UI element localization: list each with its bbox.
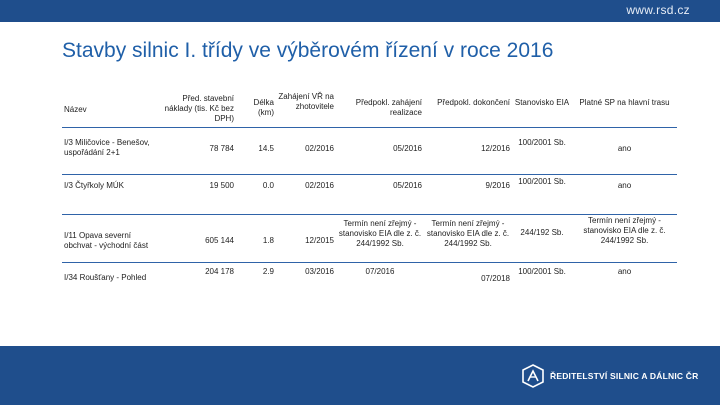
rsd-logo-icon	[520, 363, 546, 389]
cell-name: I/3 Miličovice - Benešov, uspořádání 2+1	[64, 138, 150, 157]
site-url: www.rsd.cz	[626, 3, 690, 17]
header-realization-start: Předpokl. zahájení realizace	[355, 98, 422, 117]
cell-permit: ano	[617, 267, 632, 276]
cell-tender-start: 02/2016	[305, 144, 334, 153]
header-name: Název	[64, 105, 87, 114]
cell-permit: ano	[617, 181, 632, 190]
cell-completion: 9/2016	[485, 181, 510, 190]
cell-length: 1.8	[262, 236, 274, 245]
top-bar	[0, 0, 720, 22]
cell-eia: 100/2001 Sb.	[518, 177, 566, 186]
header-tender-start: Zahájení VŘ na zhotovitele	[278, 92, 334, 111]
header-completion: Předpokl. dokončení	[437, 98, 510, 107]
cell-costs: 204 178	[205, 267, 234, 276]
cell-tender-start: 03/2016	[305, 267, 334, 276]
logo-text: ŘEDITELSTVÍ SILNIC A DÁLNIC ČR	[550, 371, 699, 381]
table-row	[62, 263, 677, 297]
cell-costs: 605 144	[205, 236, 234, 245]
cell-name: I/34 Roušťany - Pohled	[64, 273, 147, 282]
projects-table	[62, 86, 677, 297]
cell-eia: 244/192 Sb.	[520, 228, 564, 237]
cell-name: I/3 Čtyřkoly MÚK	[64, 181, 125, 190]
rsd-logo	[520, 363, 698, 389]
cell-completion: Termín není zřejmý - stanovisko EIA dle z. č. 244/1992 Sb.	[426, 219, 510, 248]
cell-permit: ano	[617, 144, 632, 153]
cell-costs: 78 784	[209, 144, 234, 153]
table-row	[62, 128, 677, 175]
table-row	[62, 175, 677, 215]
cell-length: 14.5	[258, 144, 274, 153]
cell-realization-start: 05/2016	[393, 144, 422, 153]
slide-title: Stavby silnic I. třídy ve výběrovém řízení v roce 2016	[62, 39, 554, 62]
cell-completion: 07/2018	[481, 274, 510, 283]
table-row	[62, 215, 677, 263]
header-costs: Před. stavební náklady (tis. Kč bez DPH)	[164, 94, 234, 123]
table-header-row	[62, 86, 677, 128]
header-eia: Stanovisko EIA	[514, 98, 570, 107]
cell-realization-start: 07/2016	[365, 267, 395, 276]
header-length: Délka (km)	[253, 98, 274, 117]
cell-tender-start: 12/2015	[305, 236, 334, 245]
cell-permit: Termín není zřejmý - stanovisko EIA dle z. č. 244/1992 Sb.	[583, 216, 666, 245]
cell-eia: 100/2001 Sb.	[518, 267, 566, 276]
cell-realization-start: 05/2016	[393, 181, 422, 190]
header-permit: Platné SP na hlavní trasu	[579, 98, 670, 107]
cell-length: 0.0	[262, 181, 274, 190]
cell-completion: 12/2016	[481, 144, 510, 153]
cell-length: 2.9	[262, 267, 274, 276]
cell-costs: 19 500	[209, 181, 234, 190]
cell-name: I/11 Opava severní obchvat - východní část	[64, 231, 149, 250]
cell-eia: 100/2001 Sb.	[518, 138, 566, 147]
cell-tender-start: 02/2016	[305, 181, 334, 190]
cell-realization-start: Termín není zřejmý - stanovisko EIA dle z. č. 244/1992 Sb.	[338, 219, 422, 248]
